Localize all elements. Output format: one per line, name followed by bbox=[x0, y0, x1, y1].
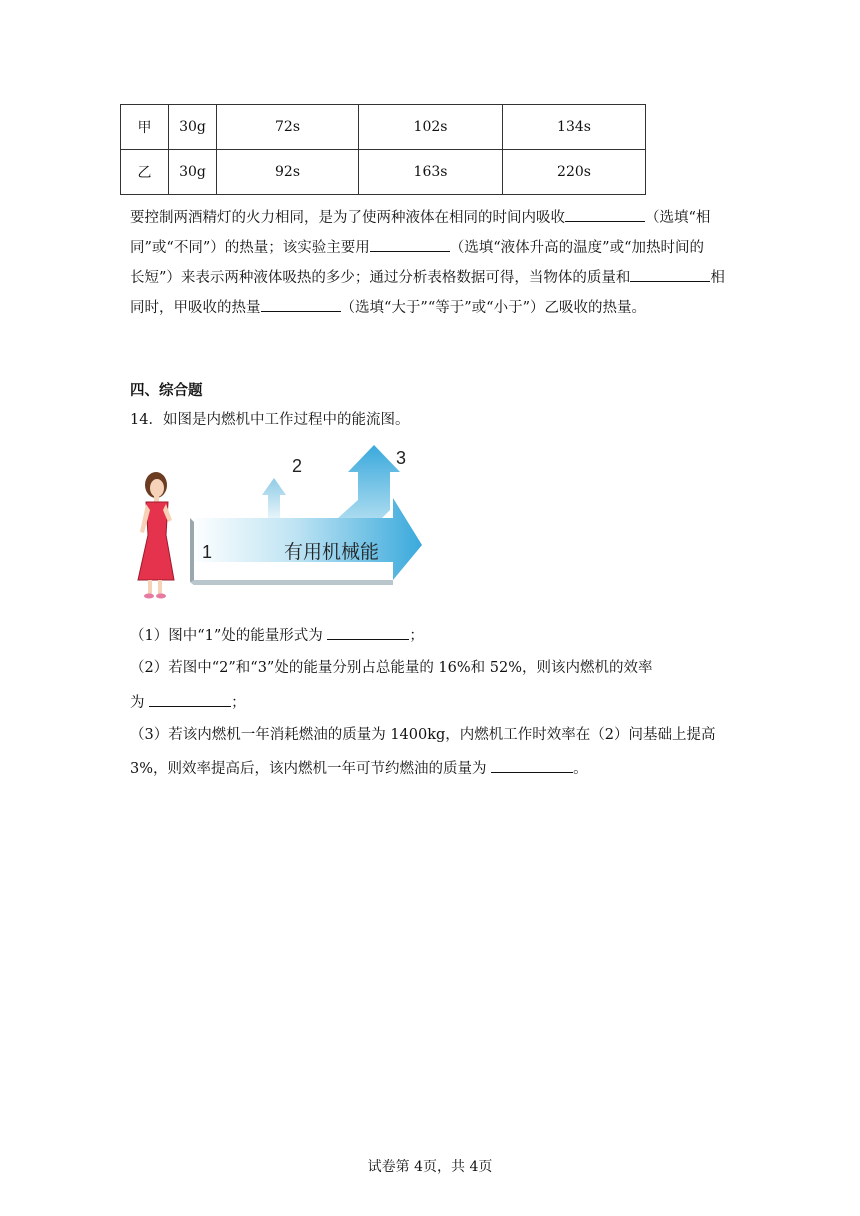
text-line bbox=[130, 203, 730, 233]
text-segment: ； bbox=[231, 695, 246, 711]
table-cell: 30g bbox=[169, 105, 217, 150]
text-segment: 长短”）来表示两种液体吸热的多少；通过分析表格数据可得，当物体的质量和 bbox=[130, 270, 631, 286]
answer-blank[interactable] bbox=[630, 265, 710, 282]
text-segment: 要控制两酒精灯的火力相同，是为了使两种液体在相同的时间内吸收 bbox=[130, 210, 565, 226]
text-segment: 相 bbox=[710, 270, 725, 286]
text-line bbox=[130, 233, 730, 263]
text-line bbox=[130, 263, 730, 293]
answer-blank[interactable] bbox=[327, 623, 409, 640]
text-segment: 。 bbox=[573, 761, 588, 777]
table-cell: 102s bbox=[359, 105, 503, 150]
energy-flow-diagram bbox=[128, 440, 428, 605]
question-14-stem: 14．如图是内燃机中工作过程中的能流图。 bbox=[130, 412, 410, 428]
question-13-text bbox=[130, 203, 730, 323]
question-14-part-3: （3）若该内燃机一年消耗燃油的质量为 1400kg，内燃机工作时效率在（2）问基础上提高 bbox=[130, 727, 716, 743]
arrow-2-shape bbox=[262, 478, 286, 518]
text-segment: （选填“液体升高的温度”或“加热时间的 bbox=[449, 240, 704, 256]
text-segment: 同时，甲吸收的热量 bbox=[130, 300, 261, 316]
arrow-edge-shape bbox=[190, 518, 194, 585]
answer-blank[interactable] bbox=[149, 690, 231, 707]
question-14-part-1 bbox=[130, 623, 424, 645]
text-line bbox=[130, 293, 730, 323]
table-cell: 30g bbox=[169, 150, 217, 195]
answer-blank[interactable] bbox=[370, 235, 450, 252]
data-table bbox=[120, 104, 646, 195]
table-row bbox=[121, 105, 646, 150]
text-segment: （选填“相 bbox=[645, 210, 711, 226]
table-cell: 134s bbox=[503, 105, 646, 150]
text-segment: 为 bbox=[130, 695, 150, 711]
label-1: 1 bbox=[202, 542, 213, 562]
text-segment: 同”或“不同”）的热量；该实验主要用 bbox=[130, 240, 370, 256]
question-14-part-2: （2）若图中“2”和“3”处的能量分别占总能量的 16%和 52%，则该内燃机的效率 bbox=[130, 660, 653, 676]
page-footer: 试卷第 4页，共 4页 bbox=[367, 1159, 493, 1175]
table-cell: 220s bbox=[503, 150, 646, 195]
answer-blank[interactable] bbox=[261, 295, 341, 312]
table-cell: 163s bbox=[359, 150, 503, 195]
label-3: 3 bbox=[396, 448, 407, 468]
useful-mechanical-energy-label: 有用机械能 bbox=[284, 541, 380, 563]
table-row bbox=[121, 150, 646, 195]
label-2: 2 bbox=[292, 456, 303, 476]
question-14-part-3-cont bbox=[130, 756, 588, 778]
table-cell: 乙 bbox=[121, 150, 169, 195]
answer-blank[interactable] bbox=[565, 205, 645, 222]
text-segment: （选填“大于”“等于”或“小于”）乙吸收的热量。 bbox=[340, 300, 646, 316]
table-cell: 72s bbox=[217, 105, 359, 150]
question-14-part-2-cont bbox=[130, 690, 246, 712]
text-segment: （1）图中“1”处的能量形式为 bbox=[130, 628, 328, 644]
section-heading: 四、综合题 bbox=[130, 382, 203, 399]
table-cell: 92s bbox=[217, 150, 359, 195]
answer-blank[interactable] bbox=[491, 756, 573, 773]
text-segment: ； bbox=[409, 628, 424, 644]
text-segment: 3%，则效率提高后，该内燃机一年可节约燃油的质量为 bbox=[130, 761, 492, 777]
table-cell: 甲 bbox=[121, 105, 169, 150]
woman-illustration bbox=[138, 472, 174, 599]
